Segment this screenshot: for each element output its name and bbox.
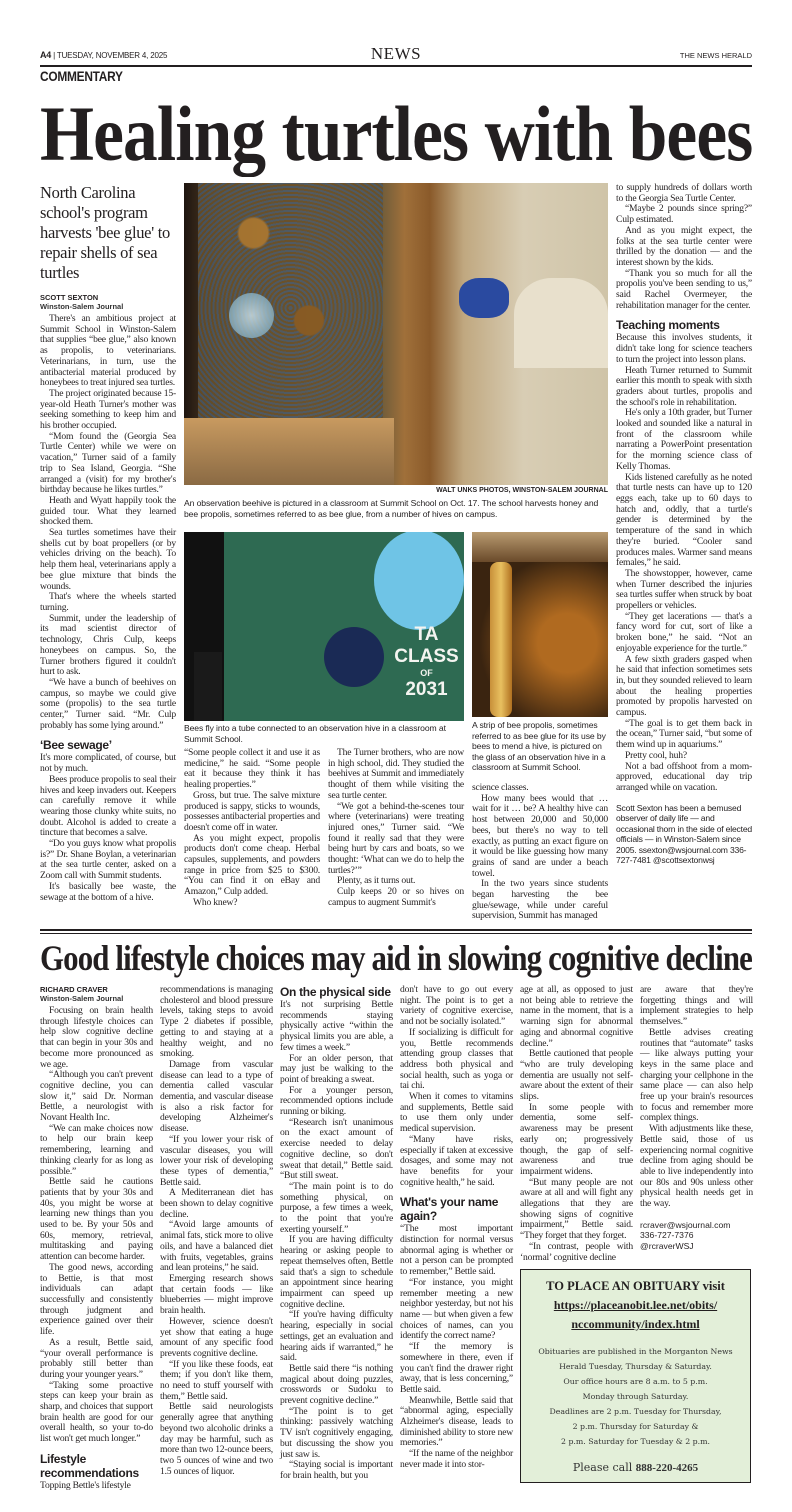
byline-author: RICHARD CRAVER [40, 985, 108, 994]
column-text [40, 314, 176, 903]
paragraph: science classes. [472, 782, 529, 793]
headline-healing-turtles: Healing turtles with bees [40, 90, 753, 177]
author-bio: Scott Sexton has been a bemused observer of daily life — and occasional thorn in the side of elected officials — in Winston-Salem since 2005. ssexton@wsjournal.com 336-727-7481 @scottsextonwsj [616, 802, 752, 866]
paragraph: “Avoid large amounts of animal fats, stick more to olive oils, and have a balanced diet with fruits, vegetables, grains and lean proteins,” he said. [160, 1219, 273, 1274]
article-column-5 [616, 183, 752, 866]
paragraph: “For instance, you might remember meeting a new neighbor yesterday, but not his name — but when given a few choices of names, can you identify the correct name? [400, 1276, 513, 1342]
obituary-info-line: Obituaries are published in the Morganton News [538, 1347, 733, 1356]
paragraph: Bees produce propolis to seal their hives and keep invaders out. Keepers can carefully remove it while wearing those clunky white suits, no doubt. Alcohol is added to create a tincture that becomes a salve. [40, 773, 176, 839]
paragraph: He's only a 10th grader, but Turner looked and sounded like a natural in front of the classroom while narrating a PowerPoint presentation for the morning science class of Kelly Thomas. [616, 407, 752, 472]
paragraph: Who knew? [193, 896, 238, 908]
paragraph: As you might expect, propolis products don't come cheap. Herbal capsules, supplements, and powders range in price from $25 to $300. “You can find it on eBay and Amazon,” Culp added. [184, 832, 320, 898]
paragraph: Meanwhile, Bettle said that “abnormal aging, especially Alzheimer's disease, leads to diminished ability to store new memories.” [400, 1394, 513, 1449]
paragraph: The showstopper, however, came when Turner described the injuries sea turtles suffer when struck by boat propellers or vehicles. [616, 567, 752, 612]
paragraph: If socializing is difficult for you, Bettle recommends attending group classes that address both physical and social health, such as yoga or tai chi. [400, 1026, 513, 1092]
byline [40, 985, 153, 1003]
paragraph: Culp keeps 20 or so hives on campus to augment Summit's [328, 886, 464, 908]
subheading: Lifestyle recommendations [40, 1451, 139, 1480]
column-text [328, 748, 464, 909]
paragraph: Heath Turner returned to Summit earlier this month to speak with sixth graders about turtles, propolis and the school's role in rehabilitation. [616, 364, 752, 408]
paragraph: “Staying social is important for brain health, but you [280, 1459, 393, 1481]
obituary-info-line: 2 p.m. Thursday for Saturday & [572, 1422, 699, 1431]
section-kicker: COMMENTARY [40, 68, 123, 84]
subheading: ‘Bee sewage’ [40, 738, 112, 753]
paragraph: “If you lower your risk of vascular diseases, you will lower your risk of developing these types of dementia,” Bettle said. [160, 1133, 273, 1188]
issue-date: TUESDAY, NOVEMBER 4, 2025 [56, 51, 168, 60]
column-text [472, 783, 608, 922]
paragraph: It's more complicated, of course, but not by much. [40, 752, 176, 775]
paragraph: The project originated because 15-year-old Heath Turner's mother was seeking something to keep him and his brother occupied. [40, 387, 176, 432]
paragraph: A Mediterranean diet has been shown to delay cognitive decline. [160, 1187, 273, 1220]
byline-organization: Winston-Salem Journal [40, 302, 124, 311]
section-name: NEWS [370, 44, 422, 63]
paragraph: Because this involves students, it didn't take long for science teachers to turn the project into lesson plans. [616, 332, 752, 365]
paragraph: In some people with dementia, some self-awareness may be present early on; progressively though, the gap of self-awareness and true impairment widens. [520, 1101, 633, 1177]
photo-credit: WALT UNKS PHOTOS, WINSTON-SALEM JOURNAL [436, 487, 608, 494]
hive-frame-top [472, 532, 608, 562]
paragraph: “The point is to get thinking: passively watching TV isn't cognitively engaging, but discussing the show you just saw is. [280, 1405, 393, 1460]
obituary-info-line: Monday through Saturday. [582, 1392, 689, 1401]
paragraph: However, science doesn't yet show that eating a huge amount of any specific food prevents cognitive decline. [160, 1315, 273, 1359]
paragraph: Sea turtles sometimes have their shells cut by boat propellers (or by vehicles driving on the beach). To help them heal, veterinarians apply a bee glue mixture that binds the wounds. [40, 527, 176, 592]
article2-column-5 [520, 985, 633, 1263]
paragraph: It's not surprising Bettle recommends staying physically active “within the physical limits you are able, a few times a week.” [280, 999, 393, 1053]
paragraph: It's basically bee waste, the sewage at the bottom of a hive. [40, 880, 176, 903]
author-contact [640, 1220, 753, 1252]
photo2-caption: Bees fly into a tube connected to an observation hive in a classroom at Summit School. [184, 723, 446, 744]
paragraph: For a younger person, recommended options include running or biking. [280, 1084, 393, 1118]
obituary-info-line: Our office hours are 8 a.m. to 5 p.m. [563, 1377, 708, 1386]
paragraph: That's where the wheels started turning. [40, 591, 176, 613]
paragraph: “Many have risks, especially if taken at excessive dosages, and some may not have benefits for your cognitive health,” he said. [400, 1133, 513, 1188]
article-column-4 [472, 783, 608, 922]
sign-line: TA [414, 624, 439, 645]
paragraph: And as you might expect, the folks at the sea turtle center were thrilled by the donation — and the interest shown by the kids. [616, 224, 752, 268]
paragraph: For an older person, that may just be walking to the point of breaking a sweat. [280, 1052, 393, 1085]
paragraph: “If the name of the neighbor never made it into stor- [400, 1448, 513, 1470]
hive-tube-opening [229, 293, 274, 338]
paragraph: Bettle said he cautions patients that by your 30s and 40s, you might be worse at learning new things than you used to be. By your 50s and 60s, memory, retrieval, multitasking and paying attention can become harder. [40, 1176, 153, 1263]
student-figure [459, 278, 509, 318]
column-text [184, 748, 320, 909]
byline-author: SCOTT SEXTON [40, 293, 99, 302]
paragraph: If you are having difficulty hearing or asking people to repeat themselves often, Bettle said that's a sign to schedule an appointment since hearing impairment can speed up cognitive decline. [280, 1234, 393, 1310]
tube-icon [194, 652, 222, 721]
subheading: On the physical side [280, 985, 391, 999]
paragraph: Emerging research shows that certain foods — like blueberries — might improve brain health. [160, 1272, 273, 1317]
column-text [616, 183, 752, 794]
paragraph: As a result, Bettle said, “your overall performance is probably still better than during your younger years.” [40, 1336, 153, 1380]
paragraph: “If you're having difficulty hearing, especially in social settings, get an evaluation and hearing aids if warranted,” he said. [280, 1309, 393, 1364]
article2-column-4 [400, 985, 513, 1471]
newspaper-name: THE NEWS HERALD [679, 51, 752, 60]
paragraph: Summit, under the leadership of its mad scientist director of technology, Chris Culp, keeps honeybees on campus. So, the Turner brothers figured it couldn't hurt to ask. [40, 612, 176, 678]
paragraph: “The goal is to get them back in the ocean,” Turner said, “but some of them wind up in aquariums.” [616, 717, 752, 751]
painted-blue-circle [374, 532, 464, 630]
student-figure [514, 278, 608, 368]
paragraph: Heath and Wyatt happily took the guided tour. What they learned shocked them. [40, 494, 176, 528]
propolis-strip [490, 562, 512, 717]
section-rule [40, 933, 752, 934]
article-column-2 [184, 748, 320, 909]
sign-line: OF [420, 668, 433, 678]
paragraph: A few sixth graders gasped when he said that infection sometimes sets in, but they sounded relieved to learn about the healing properties promoted by propolis harvested on campus. [616, 653, 752, 719]
author-social[interactable]: @rcraverWSJ [640, 1240, 694, 1251]
paragraph: The Turner brothers, who are now in high school, did. They studied the beehives at Summit and immediately thought of them while visiting the sea turtle center. [328, 747, 464, 801]
paragraph: “Taking some proactive steps can keep your brain as sharp, and choices that support brain health are good for our overall health, so your to-do list won't get much longer.” [40, 1379, 153, 1445]
photo-propolis-strip [472, 532, 608, 717]
article2-column-3 [280, 985, 393, 1482]
column-text [400, 985, 513, 1471]
paragraph: “We got a behind-the-scenes tour where (veterinarians) were treating injured ones,” Turner said. “We found it really sad that they were being hurt by cars and boats, so we thought: ‘What can we do to help the turtles?’” [328, 800, 464, 876]
paragraph: “Some people collect it and use it as medicine,” he said. “Some people eat it because they think it has healing properties.” [184, 747, 320, 791]
paragraph: “We have a bunch of beehives on campus, so maybe we could give some (propolis) to the sea turtle center,” Turner said. “Mr. Culp probably has some lying around.” [40, 676, 176, 731]
paragraph: How many bees would that … wait for it … be? A healthy hive can host between 20,000 and 50,000 bees, but there's no way to tell exactly, as putting an exact figure on it would be like guessing how many grains of sand are under a beach towel. [472, 792, 608, 879]
paragraph: When it comes to vitamins and supplements, Bettle said to use them only under medical supervision. [400, 1091, 513, 1135]
author-email[interactable]: rcraver@wsjournal.com [640, 1219, 731, 1230]
paragraph: In the two years since students began harvesting the bee glue/sewage, while under careful supervision, Summit has managed [472, 878, 608, 922]
column-text [40, 1006, 153, 1492]
paragraph: There's an ambitious project at Summit School in Winston-Salem that supplies “bee glue,” also known as propolis, to veterinarians. Veterinarians, in turn, use the antibacterial material produced by honeybees to treat injured sea turtles. [40, 313, 176, 389]
author-phone: 336-727-7376 [640, 1230, 694, 1241]
obituary-title: TO PLACE AN OBITUARY visit [546, 1279, 725, 1293]
byline-organization: Winston-Salem Journal [40, 994, 124, 1003]
paragraph: “Mom found the (Georgia Sea Turtle Center) while we were on vacation,” Turner said of a family trip to Sea Island, Georgia. “She arranged a (visit) for my brother's birthday because he likes turtles.” [40, 430, 176, 496]
byline [40, 293, 176, 311]
paragraph: The good news, according to Bettie, is that most individuals can adapt successfully and consistently through judgment and experience gained over their life. [40, 1261, 153, 1338]
paragraph: “If you like these foods, eat them; if you don't like them, no need to stuff yourself with them,” Bettle said. [160, 1358, 273, 1402]
column-text [160, 985, 273, 1477]
obituary-info-line: Herald Tuesday, Thursday & Saturday. [559, 1362, 712, 1371]
article-column-1 [40, 183, 176, 903]
page-folio: A4 | TUESDAY, NOVEMBER 4, 2025 [40, 50, 168, 60]
paragraph: Damage from vascular disease can lead to a type of dementia called vascular dementia, and vascular disease is also a risk factor for developing Alzheimer's disease. [160, 1058, 273, 1135]
paragraph: “The main point is to do something physical, on purpose, a few times a week, to the point that you're exerting yourself.” [280, 1180, 393, 1235]
article2-column-2 [160, 985, 273, 1477]
subheading: What's your name again? [400, 1195, 499, 1224]
paragraph: Kids listened carefully as he noted that turtle nests can have up to 120 eggs each, take up to 60 days to hatch and, oddly, that a turtle's gender is determined by the temperature of the sand in which they're buried. “Cooler sand produces males. Warmer sand means females,” he said. [616, 471, 752, 569]
paragraph: Not a bad offshoot from a mom-approved, educational day trip arranged while on vacation. [616, 760, 752, 793]
hive-hole [324, 627, 384, 687]
photo-observation-beehive [184, 183, 608, 485]
article-column-3 [328, 748, 464, 909]
paragraph: don't have to go out every night. The point is to get a variety of cognitive exercise, and not be socially isolated.” [400, 984, 513, 1028]
obituary-call [521, 1461, 750, 1475]
paragraph: age at all, as opposed to just not being able to retrieve the name in the moment, that is a warning sign for abnormal aging and abnormal cognitive decline.” [520, 984, 633, 1049]
paragraph: Gross, but true. The salve mixture produced is sappy, sticks to wounds, possesses antibacterial properties and doesn't come off in water. [184, 789, 320, 833]
sign-line: CLASS [394, 646, 459, 667]
paragraph: are aware that they're forgetting things and will implement strategies to help themselves.” [640, 984, 753, 1028]
obituary-link[interactable]: nccommunity/index.html [571, 1317, 700, 1331]
painted-sign [389, 624, 464, 701]
headline-cognitive-decline: Good lifestyle choices may aid in slowing cognitive decline [40, 938, 752, 978]
header-rule [40, 65, 752, 67]
paragraph: With adjustments like these, Bettle said, those of us experiencing normal cognitive decline from aging should be able to live independently into our 80s and 90s unless other physical health needs get in the way. [640, 1123, 753, 1210]
paragraph: Bettle cautioned that people “who are truly developing dementia are usually not self-aware about the extent of their slips. [520, 1048, 633, 1103]
paragraph: “But many people are not aware at all and will fight any allegations that they are showing signs of cognitive impairment,” Bettle said. “They forget that they forget. [520, 1176, 633, 1242]
page-number: A4 [40, 50, 52, 60]
paragraph: “In contrast, people with ‘normal’ cognitive decline [520, 1240, 633, 1263]
paragraph: recommendations is managing cholesterol and blood pressure levels, taking steps to avoid Type 2 diabetes if possible, getting to and staying at a healthy weight, and no smoking. [160, 984, 273, 1060]
obituary-phone: 888-220-4265 [635, 1462, 699, 1474]
column-text [640, 985, 753, 1210]
sign-line: 2031 [405, 679, 448, 700]
obituary-info [521, 1344, 750, 1449]
paragraph: “Research isn't unanimous on the exact amount of exercise needed to delay cognitive decline, so don't sweat that detail,” Bettle said. “But still sweat. [280, 1116, 393, 1182]
paragraph: Topping Bettle's lifestyle [40, 1479, 131, 1491]
hive-frame [198, 183, 383, 433]
obituary-info-line: Deadlines are 2 p.m. Tuesday for Thursday, [549, 1407, 722, 1416]
article-deck: North Carolina school's program harvests 'bee glue' to repair shells of sea turtles [40, 183, 170, 282]
column-text [520, 985, 633, 1263]
paragraph: Pretty cool, huh? [625, 749, 687, 761]
paragraph: “Do you guys know what propolis is?” Dr. Shane Boylan, a veterinarian at the sea turtle center, asked on a Zoom call with Summit students. [40, 838, 176, 882]
paragraph: “We can make choices now to help our brain keep remembering, learning and thinking clearly for as long as possible.” [40, 1122, 153, 1177]
paragraph: to supply hundreds of dollars worth to the Georgia Sea Turtle Center. [616, 182, 752, 204]
article2-column-6 [640, 985, 753, 1251]
subheading: Teaching moments [616, 318, 720, 333]
photo3-caption: A strip of bee propolis, sometimes referred to as bee glue for its use by bees to mend a hive, is pictured on the glass of an observation hive in a classroom at Summit School. [472, 720, 606, 772]
column-text [280, 985, 393, 1482]
paragraph: “If the memory is somewhere in there, even if you can't find the drawer right away, that is less concerning,” Bettle said. [400, 1341, 513, 1395]
paragraph: Bettle advises creating routines that “automate” tasks — like always putting your keys in the same place and charging your cellphone in the same place — can also help free up your brain's resources to focus and remember more complex things. [640, 1026, 753, 1124]
paragraph: “They get lacerations — that's a fancy word for cut, sort of like a broken bone,” he said. “Not an enjoyable experience for the turtle.” [616, 610, 752, 654]
paragraph: “Although you can't prevent cognitive decline, you can slow it,” said Dr. Norman Bettle, a neurologist with Novant Health Inc. [40, 1069, 153, 1124]
paragraph: Plenty, as it turns out. [337, 875, 416, 887]
obituary-link[interactable]: https://placeanobit.lee.net/obits/ [553, 1298, 718, 1312]
paragraph: “Thank you so much for all the propolis you've been sending to us,” said Rachel Overmeyer, the rehabilitation manager for the center. [616, 267, 752, 311]
call-label: Please call [572, 1461, 633, 1474]
obituary-ad-box [520, 1269, 751, 1483]
photo-caption: An observation beehive is pictured in a classroom at Summit School on Oct. 17. The school harvests honey and bee propolis, sometimes referred to as bee glue, from a number of hives on campus. [184, 498, 599, 519]
paragraph: Bettle said neurologists generally agree that anything beyond two alcoholic drinks a day may be harmful, such as more than two 12-ounce beers, two 5 ounces of wine and two 1.5 ounces of liquor. [160, 1401, 273, 1477]
paragraph: “Maybe 2 pounds since spring?” Culp estimated. [616, 203, 752, 226]
paragraph: Bettle said there “is nothing magical about doing puzzles, crosswords or Sudoku to prevent cognitive decline.” [280, 1362, 393, 1407]
article2-column-1 [40, 985, 153, 1492]
section-rule [40, 929, 752, 931]
rock-drawer [184, 418, 394, 485]
obituary-info-line: 2 p.m. Saturday for Tuesday & 2 p.m. [561, 1437, 710, 1446]
paragraph: Focusing on brain health through lifestyle choices can help slow cognitive decline that can begin in your 30s and become more pronounced as we age. [40, 1005, 153, 1070]
paragraph: “The most important distinction for normal versus abnormal aging is whether or not a person can be prompted to remember,” Bettle said. [400, 1223, 513, 1278]
photo-bees-tube [184, 532, 464, 721]
